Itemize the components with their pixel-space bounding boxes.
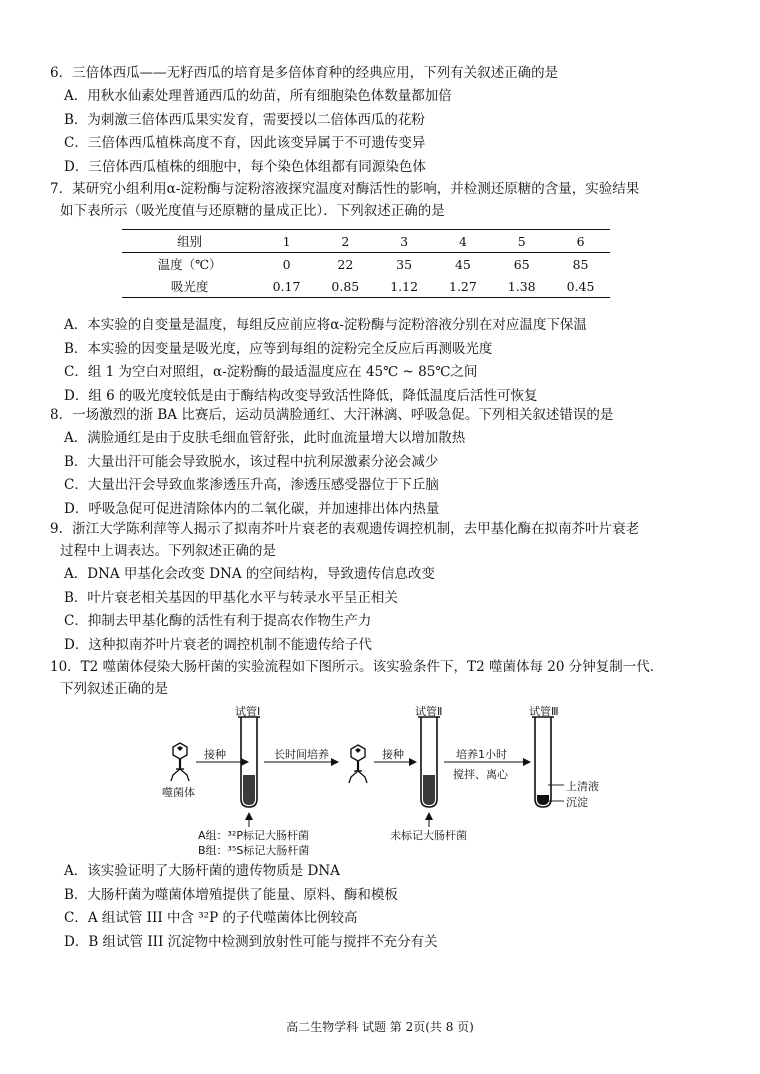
- test-tube-1-icon: [238, 717, 260, 807]
- group-b-label: B组：³⁵S标记大肠杆菌: [198, 844, 310, 857]
- question-10-options: [50, 860, 730, 954]
- question-7: [50, 178, 730, 222]
- question-10-option-a: A．该实验证明了大肠杆菌的遗传物质是 DNA: [64, 863, 340, 879]
- question-7-option-c: C．组 1 为空白对照组，α-淀粉酶的最适温度应在 45℃ ~ 85℃之间: [64, 364, 478, 380]
- step-inoculate-1-label: 接种: [204, 748, 226, 761]
- question-6: [50, 62, 730, 179]
- table-header-row: [122, 230, 610, 253]
- question-10-stem-line-2: 下列叙述正确的是: [60, 681, 168, 697]
- table-cell: 0.17: [257, 275, 316, 298]
- question-7-stem-line-1: 7．某研究小组利用α-淀粉酶与淀粉溶液探究温度对酶活性的影响，并检测还原糖的含量，实验结果: [50, 181, 640, 197]
- test-tube-3-icon: [532, 717, 564, 807]
- supernatant-label: 上清液: [566, 780, 599, 793]
- table-cell: 温度（℃）: [157, 257, 222, 272]
- step-long-culture-label: 长时间培养: [274, 748, 329, 761]
- test-tube-2-icon: [418, 717, 440, 807]
- question-7-option-d: D．组 6 的吸光度较低是由于酶结构改变导致活性降低，降低温度后活性可恢复: [64, 387, 538, 404]
- sediment-label: 沉淀: [566, 796, 588, 809]
- question-10-stem-line-1: 10．T2 噬菌体侵染大肠杆菌的实验流程如下图所示。该实验条件下，T2 噬菌体每 20 分钟复制一代．: [50, 659, 664, 675]
- question-9-option-d: D．这种拟南芥叶片衰老的调控机制不能遗传给子代: [64, 636, 372, 653]
- absorbance-table: [122, 229, 610, 298]
- table-cell: 0.45: [551, 275, 610, 298]
- table-row: [122, 253, 610, 276]
- table-header-cell: 组别: [122, 230, 257, 253]
- table-cell: 1.27: [434, 275, 493, 298]
- question-10-option-d: D．B 组试管 III 沉淀物中检测到放射性可能与搅拌不充分有关: [64, 933, 438, 950]
- phage-icon: [171, 743, 189, 781]
- table-header-cell: 1: [257, 230, 316, 253]
- question-10-option-b: B．大肠杆菌为噬菌体增殖提供了能量、原料、酶和模板: [64, 886, 398, 903]
- table-cell: 45: [454, 256, 471, 272]
- question-9: [50, 518, 730, 657]
- table-cell: 吸光度: [122, 275, 257, 298]
- unlabeled-ecoli-label: 未标记大肠杆菌: [390, 829, 467, 842]
- experiment-diagram: [160, 703, 620, 861]
- question-7-option-a: A．本实验的自变量是温度，每组反应前应将α-淀粉酶与淀粉溶液分别在对应温度下保温: [64, 317, 587, 333]
- tube-2-label: 试管Ⅱ: [415, 705, 443, 718]
- table-cell: 0: [282, 256, 291, 272]
- table-header-cell: 2: [316, 230, 375, 253]
- question-9-stem-line-2: 过程中上调表达。下列叙述正确的是: [60, 543, 276, 559]
- table-cell: 0.85: [316, 275, 375, 298]
- question-9-option-c: C．抑制去甲基化酶的活性有利于提高农作物生产力: [64, 613, 372, 629]
- table-cell: 1.38: [492, 275, 551, 298]
- table-header-cell: 3: [375, 230, 434, 253]
- page-footer: 高二生物学科 试题 第 2页(共 8 页): [286, 1020, 474, 1034]
- question-9-option-a: A．DNA 甲基化会改变 DNA 的空间结构，导致遗传信息改变: [64, 566, 435, 582]
- table-cell: 35: [396, 256, 413, 272]
- question-8-option-d: D．呼吸急促可促进清除体内的二氧化碳，并加速排出体内热量: [64, 500, 440, 517]
- table-header-cell: 4: [434, 230, 493, 253]
- table-row: [122, 275, 610, 298]
- question-10-option-c: C．A 组试管 III 中含 ³²P 的子代噬菌体比例较高: [64, 910, 358, 926]
- tube-1-label: 试管Ⅰ: [235, 705, 261, 718]
- tube-3-label: 试管Ⅲ: [529, 705, 559, 718]
- question-6-option-c: C．三倍体西瓜植株高度不育，因此该变异属于不可遗传变异: [64, 135, 426, 151]
- step-inoculate-2-label: 接种: [382, 748, 404, 761]
- question-8-option-c: C．大量出汗会导致血浆渗透压升高，渗透压感受器位于下丘脑: [64, 477, 439, 493]
- question-7-options: [50, 314, 730, 408]
- step-stir-centrifuge-label: 搅拌、离心: [453, 768, 508, 781]
- question-6-option-d: D．三倍体西瓜植株的细胞中，每个染色体组都有同源染色体: [64, 158, 426, 175]
- question-9-stem-line-1: 9．浙江大学陈利萍等人揭示了拟南芥叶片衰老的表观遗传调控机制，去甲基化酶在拟南芥叶片衰老: [50, 521, 640, 537]
- question-8-option-a: A．满脸通红是由于皮肤毛细血管舒张，此时血流量增大以增加散热: [64, 430, 466, 446]
- phage-icon: [349, 745, 367, 783]
- table-cell: 85: [572, 256, 589, 272]
- phage-label: 噬菌体: [162, 786, 195, 799]
- question-6-option-a: A．用秋水仙素处理普通西瓜的幼苗，所有细胞染色体数量都加倍: [64, 88, 452, 104]
- question-9-option-b: B．叶片衰老相关基因的甲基化水平与转录水平呈正相关: [64, 589, 398, 606]
- table-cell: 22: [337, 256, 354, 272]
- table-cell: 65: [513, 256, 530, 272]
- question-8: [50, 404, 730, 521]
- table-cell: 1.12: [375, 275, 434, 298]
- table-header-cell: 6: [551, 230, 610, 253]
- question-10: [50, 656, 730, 700]
- table-header-cell: 5: [492, 230, 551, 253]
- question-6-stem: 6．三倍体西瓜——无籽西瓜的培育是多倍体育种的经典应用，下列有关叙述正确的是: [50, 65, 559, 81]
- question-8-option-b: B．大量出汗可能会导致脱水，该过程中抗利尿激素分泌会减少: [64, 453, 439, 470]
- step-culture-1h-label: 培养1小时: [456, 748, 507, 761]
- question-7-stem-line-2: 如下表所示（吸光度值与还原糖的量成正比）．下列叙述正确的是: [60, 203, 445, 219]
- question-7-option-b: B．本实验的因变量是吸光度，应等到每组的淀粉完全反应后再测吸光度: [64, 340, 493, 357]
- group-a-label: A组：³²P标记大肠杆菌: [198, 829, 309, 842]
- question-6-option-b: B．为刺激三倍体西瓜果实发育，需要授以二倍体西瓜的花粉: [64, 111, 425, 128]
- question-8-stem: 8．一场激烈的浙 BA 比赛后，运动员满脸通红、大汗淋漓、呼吸急促。下列相关叙述错误的是: [50, 407, 614, 423]
